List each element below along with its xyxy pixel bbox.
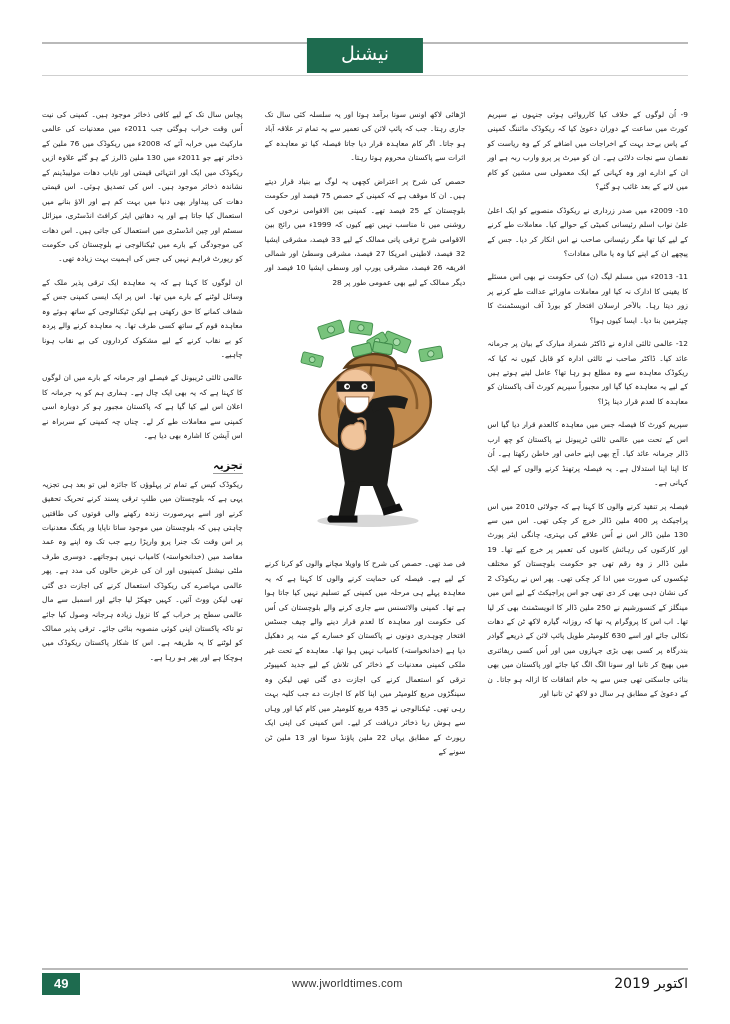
website-url[interactable]: www.jworldtimes.com — [291, 978, 403, 990]
section-subheading: تجزیہ — [213, 458, 243, 472]
paragraph: 12- عالمی ثالثی ادارہ نے ڈاکٹر شمراد مبارک کے بیان پر جرمانہ عائد کیا۔ ڈاکٹر صاحب نے ثالثی ادارہ کو قابل کیوں نہ کیا کہ ریکوڈک معاہدہ سے وہ مطلع ہو رہا تھا؟ عامل لینے ہوتے ہیں کے لیے یہ معاہدہ کیا گیا اور مجبوراً سپریم کورٹ آف پاکستان کو معاہدہ کا لعدم قرار دینا پڑا؟ — [487, 339, 688, 406]
footer-rule — [42, 968, 688, 970]
paragraph: 9- اُن لوگوں کے خلاف کیا کارروائی ہوئی جنہوں نے سپریم کورٹ میں ساعت کے دوران دعویٰ کیا کہ ریکوڈک مائننگ کمپنی کے پاس بےحد بہت کے اخراجات میں اضافے کر کے وہ ریاست کو نقصان سے نجات دلائی ہے۔ ان کو میرٹ پر پرو وارب ربہ ہے اور ان کے ادارے اور وہ کہانی کے ایک معمولی سی مشین کو کام میں لانے کے بعد غائب ہو گئے؟ — [487, 110, 688, 192]
paragraph: اڑھائی لاکھ اونس سونا برآمد ہوتا اور یہ سلسلہ کئی سال تک جاری رہتا۔ جب کہ پائپ لائن کی تعمیر سے یہ تمام تر علاقہ آباد ہو جاتا۔ اگر کام معاہدہ قرار دیا جاتا فیصلہ کیا تو معاہدہ کے اثرات سے پاکستان محروم ہوتا رہتا۔ — [264, 110, 466, 163]
thief-carrying-money-sack-illustration — [265, 299, 466, 549]
paragraph: ریکوڈک کیس کے تمام تر پہلوؤں کا جائزہ لیں تو بعد ہی تجزیہ یہی ہے کہ بلوچستان میں طلبِ ترقی پسند کرنے تحریک تحقیق کرنے اور اسے بہرصورت زندہ رکھنے والی قوتوں کی طاقتیں چاہتی ہیں کہ بلوچستان میں موجود ساتا ناپایا ور یکنگ معدنیات پر اس وقت تک جنرا پرو وارپڑا رہے جب تک وہ اپنے وہ عمد مقاصد میں (خدانخواستہ) کامیاب نہیں ہوجاتھے۔ دوسری طرف ملٹی نیشنل کمپنیوں اور ان کی غرض حالوں کی مدد ہے۔ پھر عالمی مہاصرے کی ریکوڈک استعمال کرنے کی اجازت دی گئی تھی لیکن ووٹ آئیں۔ کہیں جھکڑ لیا جائے اور اسمبل سے مال عالمی سطح پر خراب کے کا نزول زیادہ ہرجانہ وصول کیا جائے تو تاکہ پاکستان اپنی کوئی منصوبہ بنائی جائے۔ ترقی پذیر ممالک کو لوٹنے کا یہ طریقہ ہے۔ اس کا شکار پاکستان ریکوڈک میں ہوچکا ہے اور پھر ہو رہا ہے۔ — [41, 479, 243, 662]
paragraph: سپریم کورٹ کا فیصلہ جس میں معاہدہ کالعدم قرار دیا گیا اس اس کے تحت میں عالمی ثالثی ٹریبونل نے پاکستان کو چھ ارب ڈالر جرمانہ عائد کیا۔ آج بھی اپنے حامی اور خاطن رکھتا ہے۔ اُن کا اپنا اپنا استدلال ہے۔ یہ فیصلہ پرتھنڈ کرنے والوں کے لیے ایک کہانی ہے۔ — [487, 420, 688, 488]
page-header — [0, 0, 730, 88]
paragraph: فی صد تھی۔ حصص کی شرح کا واویلا مچانے والوں کو کرنا کرنے کے لیے ہے۔ فیصلہ کی حمایت کرنے والوں کا کہنا ہے کہ یہ معاہدہ پہلے ہی مرحلہ میں کمپنی کے تسلیم نہیں کیا جاتا ہوا ہے تھا۔ کمپنی والائسنس سے جاری کرنے والے بلوچستان کی اُس کی حکومت اور معاہدہ کا لعدم قرار دینے والے چیف جسٹس افتخار چوہدری دونوں نے پاکستان کو خسارے کے منہ پر دھکیل دیا ہے (خدانخواستہ) کامیاب نہیں ہوا تھا۔ معاہدہ کے تحت غیر ملکی کمپنی معدنیات کے ذخائر کی تلاش کے لیے جدید کمپیوٹر ترقی کو استعمال کرنے کی اجازت دی گئی تھی لیکن وہ سینگڑوں مربع کلومیٹر میں اپنا کام کا اجازت دے جب کلیہ بہت رہی تھی۔ ٹیکنالوجی نے 435 مربع کلومیٹر میں کام کیا اور وہاں سے ہوش ربا ذخائر دریافت کر لیے۔ اس کمپنی کی اپنی ایک رپورٹ کے مطابق یہاں 22 ملین پاؤنڈ سونا اور 13 ملین ٹن سونے کے — [264, 559, 466, 756]
paragraph: عالمی ثالثی ٹریبونل کے فیصلے اور جرمانہ کے بارے میں ان لوگوں کا کہنا ہے کہ یہ بھی ایک چال ہے۔ ہماری ہم کو یہ جرمانہ کا اعلان اس لیے کیا گیا ہے کہ پاکستان مجبور ہو کر دوبارہ اسی کمپنی سے معاملات طے کر لے۔ چناں چہ کمپنی کے سربراہ نے اس آپشن کا اشارہ بھی دیا ہے۔ — [41, 373, 243, 441]
column-middle — [265, 108, 466, 950]
paragraph: فیصلہ پر تنقید کرنے والوں کا کہنا ہے کہ جولائی 2010 میں اس پراجیکٹ پر 400 ملین ڈالر خرچ کر چکی تھی۔ اس میں سے 130 ملین ڈالر اس نے اُس علاقے کی بہتری، چانگی ایئر پورٹ اور کارکنوں کی رہائش کاموں کی تعمیر پر خرچ کیے تھا۔ 19 ملین ڈالر ز وہ رقم تھی جو حکومت بلوچستان کو مختلف ٹیکسوں کی صورت میں ادا کر چکی تھی۔ پھر اس نے ریکوڈک 2 کی نشان دہی بھی کر دی تھی جو اس پراجیکٹ کے لیے اس میں مینگلز کے کنسورشیم نے 250 ملین ڈالر کا انویسٹمنٹ بھی کر لیا تھا۔ اب اس کا پروگرام یہ تھا کہ روزانہ گیارہ لاکھ ٹن کے دھات نکالی جائے اور اسے 630 کلومیٹر طویل پائپ لائن کے ذریعے گوادر بندرگاہ پر کسی بھی بڑی جہازوں میں اور اُس کسی ریفائنری میں بھیج کر تانبا اور سونا الگ الگ کیا جائے اور پاکستان میں بھی بنائی جاسکتی تھی جس سے یہ خام اتفاقات کا ازالہ ہو جاتا۔ ن کے دعویٰ کے مطابق ہر سال دو لاکھ ٹن تانبا اور — [487, 501, 689, 699]
paragraph: ان لوگوں کا کہنا ہے کہ یہ معاہدہ ایک ترقی پذیر ملک کے وسائل لوٹنے کے بارے میں تھا۔ اس پر ایک ایسی کمپنی جس کے شفاف کمانے کا حق رکھتی ہے لیکن ٹیکنالوجی کے ساتھ ہوئے وہ معاہدہ قوم کے ساتھ کسی طرف تھا۔ یہ معاہدہ کرنے والے پردہ کو بے نقاب کرنے کے لیے مشکوک کرداروں کی بے نقاب ہونا چاہیے۔ — [41, 277, 243, 359]
paragraph: 10- 2009ء میں صدر زرداری نے ریکوڈک منصوبے کو ایک اعلیٰ علیٰ نواب اسلم رئیسانی کمیٹی کے حوالے کیا۔ معاملات طے کرنے کے لیے کیا تھا مگر رئیسانی صاحب نے اس انکار کر دیا۔ جس کے پیچھے ان کے اپنے کیا وہ یا مالی مفادات؟ — [487, 205, 688, 258]
paragraph: پچاس سال تک کے لیے کافی ذخائر موجود ہیں۔ کمپنی کی نیت اُس وقت خراب ہوگئی جب 2011ء میں معدنیات کی عالمی مارکیٹ میں خرابہ آئے کہ 2008ء میں ریکوڈک میں 76 ملین کے ذخائر تھے جو 2011ء میں 130 ملین ڈالرز کے ہو گئے علاوہ ازیں ریکوڈک میں ایک اور انتہائی قیمتی اور نایاب دھات مولیبڈینم کے نشاندہ ذخائر موجود ہیں۔ اس کی تصدیق ہوئی۔ اس قیمتی دھات کی پیداوار بھی دنیا میں بہت کم ہے اور الاؤ بنانے میں استعمال کیا جاتا ہے اور یہ دھاتیں ایئر کرافٹ انڈسٹری، میزائل سسٹم اور چین انڈسٹری میں استعمال کی جاتی ہیں۔ اس دھات کی موجودگی کے بارے میں ٹیکنالوجی نے بلوچستان کی حکومت کو رپورٹ فراہم نہیں کی جس کی اہمیت بہت زیادہ تھی۔ — [41, 110, 243, 264]
category-badge: نیشنل — [307, 38, 423, 73]
header-rule-bottom — [42, 75, 688, 76]
paragraph: حصص کی شرح پر اعتراض کچھی یہ لوگ بے بنیاد قرار دیتے ہیں۔ ان کا موقف ہے کہ کمپنی کے حصص 75 فیصد اور حکومت بلوچستان کے 25 فیصد تھے۔ کمپنی بین الاقوامی نرخوں کی روشنی میں نا مناسب نہیں تھے کیوں کہ 1999ء میں رائج بین الاقوامی شرحِ ترقی پانی ممالک کے لیے 33 فیصد، مشرقی ایشیا 32 فیصد، لاطینی امریکا 27 فیصد، مشرقی وسطیٰ اور شمالی افریقہ 26 فیصد، مشرقی یورپ اور وسطی ایشیا 10 فیصد اور دیگر ممالک کے لیے بھی عمومی طور پر 28 — [264, 176, 466, 287]
issue-date: اکتوبر 2019 — [614, 976, 688, 992]
page-footer — [42, 968, 688, 998]
page-number: 49 — [42, 973, 80, 995]
column-right — [487, 108, 688, 950]
column-left — [42, 108, 243, 950]
paragraph: 11- 2013ء میں مسلم لیگ (ن) کی حکومت نے بھی اس مسئلے کا یقینی کا ادارک نہ کیا اور معاملات ماورائے عدالت طے کرنے پر زور دیتا رہا۔ بالآخر ارسلان افتخار کو بورڈ آف انویسٹمنٹ کا چیئرمین بنا دیا۔ ایسا کیوں ہوا؟ — [487, 272, 689, 325]
article-columns — [42, 108, 688, 950]
